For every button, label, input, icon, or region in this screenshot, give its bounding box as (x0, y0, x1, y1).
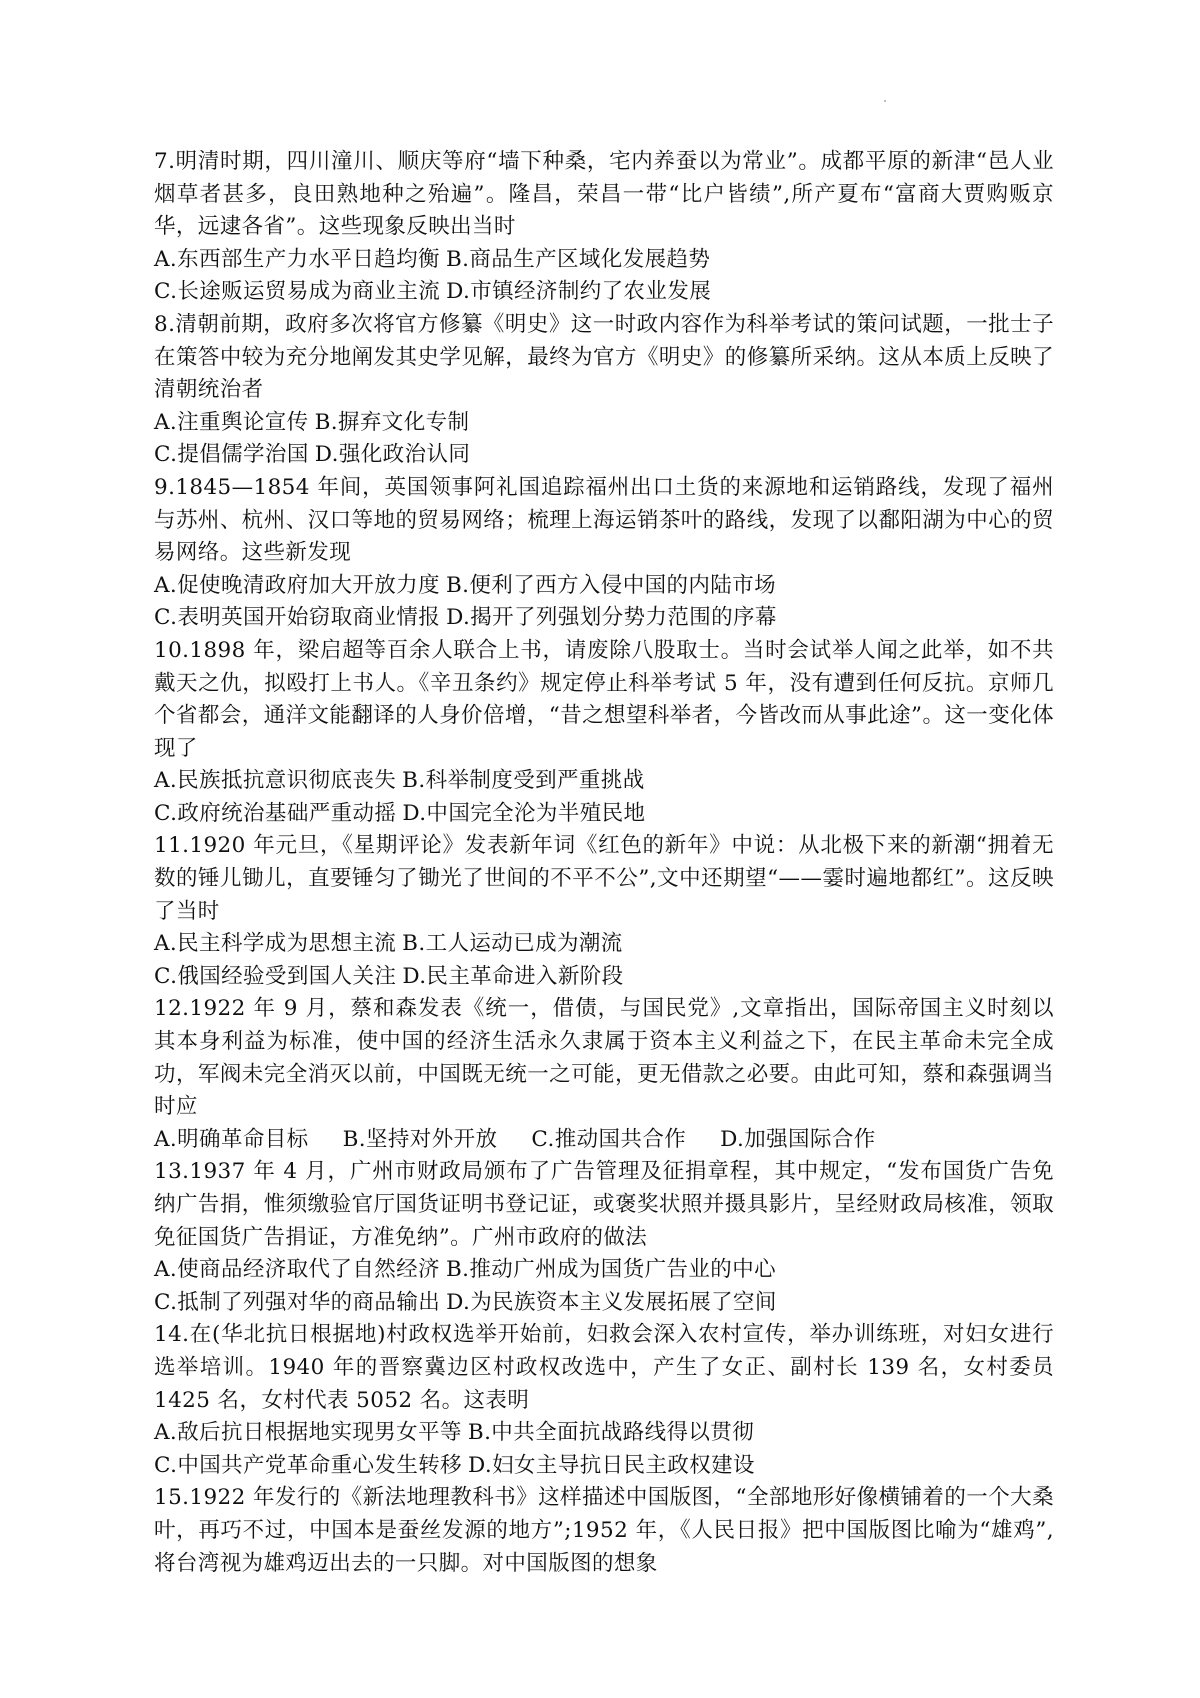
question-stem: 13.1937 年 4 月，广州市财政局颁布了广告管理及征捐章程，其中规定，“发布国货广告免纳广告捐，惟须缴验官厅国货证明书登记证，或褒奖状照并摄具影片，呈经财政局核准，领取免征国货广告捐证，方准免纳”。广州市政府的做法 (154, 1159, 1054, 1250)
answer-option: C.推动国共合作 (531, 1126, 687, 1152)
answer-option: A.敌后抗日根据地实现男女平等 (154, 1420, 462, 1446)
answer-option: C.政府统治基础严重动摇 (154, 800, 397, 826)
answer-option: D.民主革命进入新阶段 (402, 963, 624, 989)
answer-option: D.中国完全沦为半殖民地 (402, 800, 646, 826)
question-block (154, 993, 1054, 1156)
question-list (154, 146, 1054, 1580)
question-block (154, 309, 1054, 472)
option-row (154, 276, 1054, 309)
question-block (154, 1319, 1054, 1482)
option-row (154, 1450, 1054, 1483)
option-row (154, 244, 1054, 277)
option-row (154, 798, 1054, 831)
answer-option: C.提倡儒学治国 (154, 442, 309, 468)
answer-option: C.中国共产党革命重心发生转移 (154, 1452, 463, 1478)
question-stem: 9.1845—1854 年间，英国领事阿礼国追踪福州出口土货的来源地和运销路线，发现了福州与苏州、杭州、汉口等地的贸易网络；梳理上海运销茶叶的路线，发现了以鄱阳湖为中心的贸易网络。这些新发现 (154, 474, 1054, 566)
answer-option: C.表明英国开始窃取商业情报 (154, 605, 441, 631)
question-block (154, 635, 1054, 831)
question-block (154, 830, 1054, 993)
option-row (154, 1254, 1054, 1287)
answer-option: A.民族抵抗意识彻底丧失 (154, 768, 397, 794)
answer-option: B.工人运动已成为潮流 (402, 931, 623, 957)
option-row (154, 602, 1054, 635)
option-row (154, 961, 1054, 994)
answer-option: C.抵制了列强对华的商品输出 (154, 1289, 441, 1315)
question-block (154, 146, 1054, 309)
question-stem: 14.在(华北抗日根据地)村政权选举开始前，妇救会深入农村宣传，举办训练班，对妇女进行选举培训。1940 年的晋察冀边区村政权改选中，产生了女正、副村长 139 名，女村委员 1425 名，女村代表 5052 名。这表明 (154, 1322, 1054, 1413)
answer-option: B.推动广州成为国货广告业的中心 (445, 1257, 777, 1283)
option-row (154, 928, 1054, 961)
question-block (154, 1156, 1054, 1319)
answer-option: C.长途贩运贸易成为商业主流 (154, 279, 441, 305)
answer-option: D.揭开了列强划分势力范围的序幕 (446, 605, 777, 631)
answer-option: A.使商品经济取代了自然经济 (154, 1257, 440, 1283)
answer-option: D.妇女主导抗日民主政权建设 (468, 1452, 755, 1478)
option-row (154, 570, 1054, 603)
question-block (154, 472, 1054, 635)
answer-option: B.中共全面抗战路线得以贯彻 (467, 1420, 755, 1446)
question-block (154, 1482, 1054, 1580)
answer-option: B.摒弃文化专制 (314, 409, 470, 435)
option-row (154, 1417, 1054, 1450)
scan-speck (884, 100, 886, 102)
option-row (154, 1124, 1054, 1157)
answer-option: A.注重舆论宣传 (154, 409, 309, 435)
answer-option: D.加强国际合作 (720, 1126, 876, 1152)
answer-option: A.民主科学成为思想主流 (154, 931, 397, 957)
answer-option: B.商品生产区域化发展趋势 (445, 246, 711, 272)
question-stem: 7.明清时期，四川潼川、顺庆等府“墙下种桑，宅内养蚕以为常业”。成都平原的新津“邑人业烟草者甚多，良田熟地种之殆遍”。隆昌，荣昌一带“比户皆绩”,所产夏布“富商大贾购贩京华，远逮各省”。这些现象反映出当时 (154, 149, 1054, 240)
answer-option: A.明确革命目标 (154, 1126, 309, 1152)
option-row (154, 765, 1054, 798)
question-stem: 15.1922 年发行的《新法地理教科书》这样描述中国版图，“全部地形好像横铺着的一个大桑叶，再巧不过，中国本是蚕丝发源的地方”;1952 年，《人民日报》把中国版图比喻为“雄鸡”,将台湾视为雄鸡迈出去的一只脚。对中国版图的想象 (154, 1485, 1054, 1576)
question-stem: 11.1920 年元旦，《星期评论》发表新年词《红色的新年》中说：从北极下来的新潮“拥着无数的锤儿锄儿，直要锤匀了锄光了世间的不平不公”,文中还期望“——霎时遍地都红”。这反映了当时 (154, 833, 1054, 924)
answer-option: C.俄国经验受到国人关注 (154, 963, 397, 989)
answer-option: A.促使晚清政府加大开放力度 (154, 572, 440, 598)
answer-option: D.为民族资本主义发展拓展了空间 (446, 1289, 777, 1315)
option-row (154, 1287, 1054, 1320)
answer-option: B.便利了西方入侵中国的内陆市场 (445, 572, 777, 598)
option-row (154, 407, 1054, 440)
question-stem: 10.1898 年，梁启超等百余人联合上书，请废除八股取士。当时会试举人闻之此举，如不共戴天之仇，拟殴打上书人。《辛丑条约》规定停止科举考试 5 年，没有遭到任何反抗。京师几个省都会，通洋文能翻译的人身价倍增，“昔之想望科举者，今皆改而从事此途”。这一变化体现了 (154, 637, 1054, 761)
answer-option: D.强化政治认同 (314, 442, 471, 468)
question-stem: 8.清朝前期，政府多次将官方修纂《明史》这一时政内容作为科举考试的策问试题，一批士子在策答中较为充分地阐发其史学见解，最终为官方《明史》的修纂所采纳。这从本质上反映了清朝统治者 (154, 311, 1054, 403)
answer-option: B.科举制度受到严重挑战 (402, 768, 645, 794)
question-stem: 12.1922 年 9 月，蔡和森发表《统一，借债，与国民党》,文章指出，国际帝国主义时刻以其本身利益为标准，使中国的经济生活永久隶属于资本主义利益之下，在民主革命未完全成功，军阀未完全消灭以前，中国既无统一之可能，更无借款之必要。由此可知，蔡和森强调当时应 (154, 996, 1054, 1120)
answer-option: B.坚持对外开放 (342, 1126, 498, 1152)
answer-option: A.东西部生产力水平日趋均衡 (154, 246, 440, 272)
option-row (154, 439, 1054, 472)
answer-option: D.市镇经济制约了农业发展 (446, 279, 712, 305)
